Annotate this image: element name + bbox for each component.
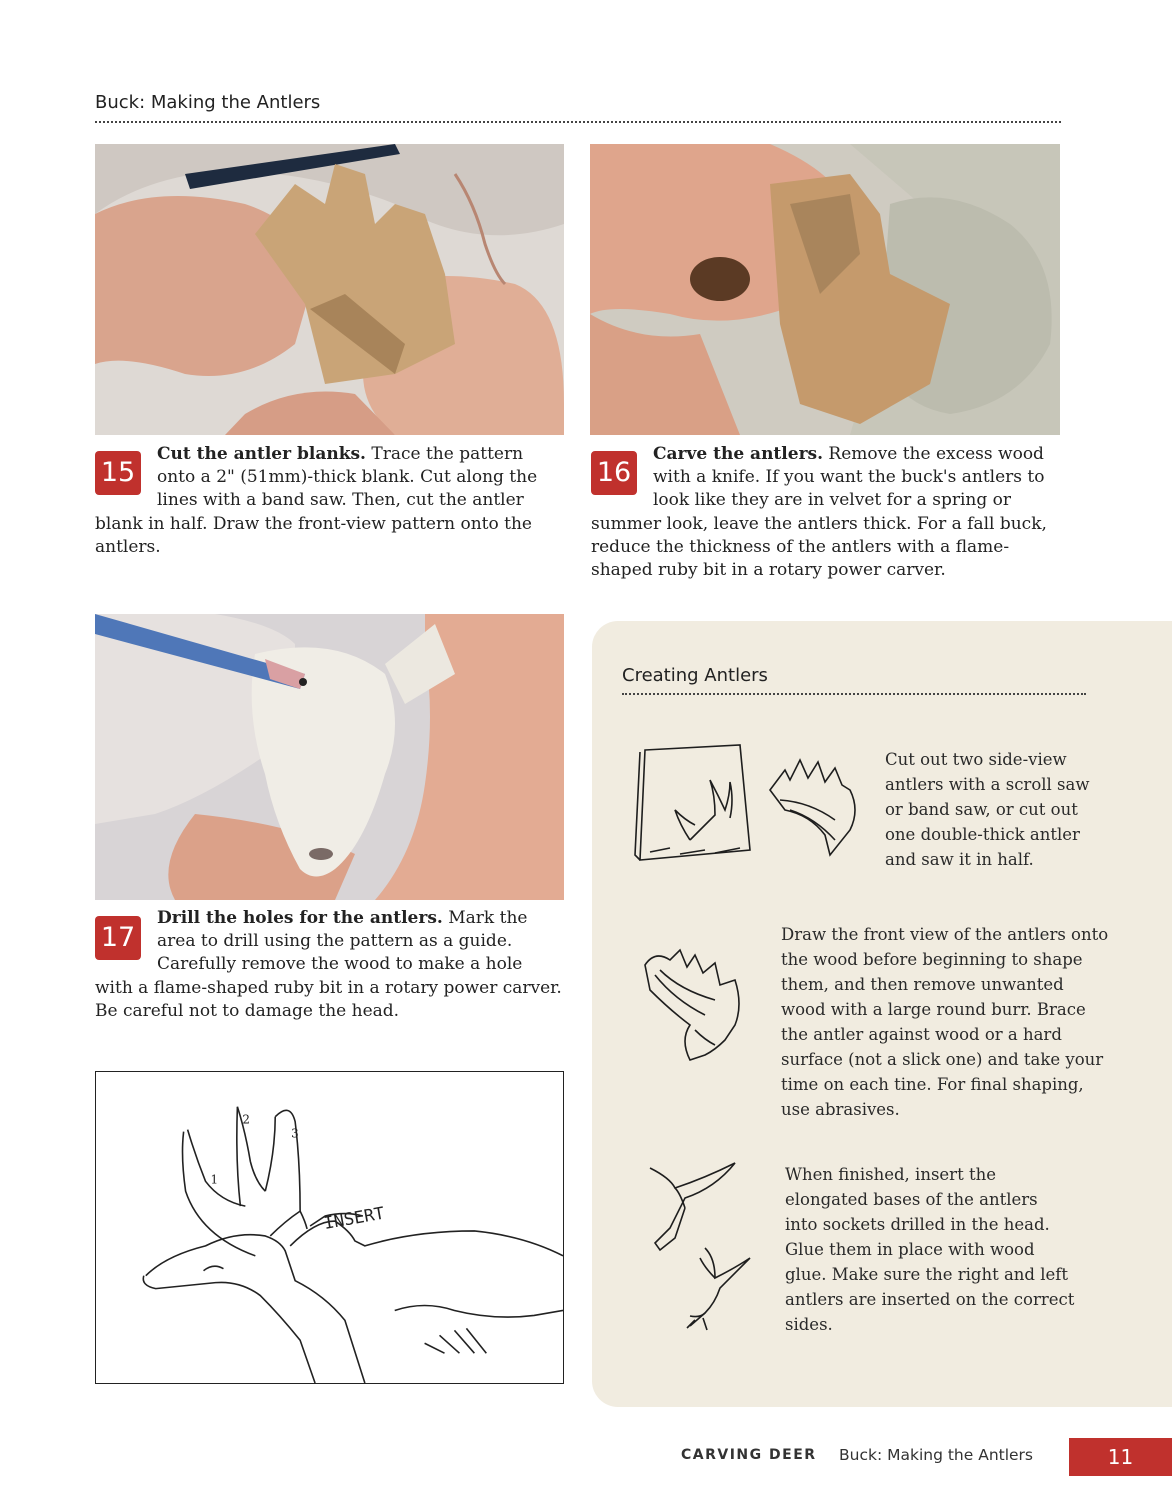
sidebar-paragraph-1: Cut out two side-view antlers with a scroll saw or band saw, or cut out one double-thick antler and saw it in half. (885, 750, 1090, 869)
tine-label-2: 2 (242, 1112, 250, 1127)
sidebar-title: Creating Antlers (622, 665, 768, 686)
step-17-photo (95, 614, 564, 900)
sidebar-divider (622, 693, 1086, 695)
step-17-body: Mark the area to drill using the pattern as a guide. Carefully remove the wood to make a hole with a flame-shaped ruby bit in a rotary power carver. Be careful not to damage the head. (95, 908, 562, 1021)
sketch-antler-insertion (645, 1158, 755, 1338)
step-16-text (591, 443, 1061, 582)
step-15-body: Trace the pattern onto a 2" (51mm)-thick blank. Cut along the lines with a band saw. Then, cut the antler blank in half. Draw the front-view pattern onto the antlers. (95, 444, 538, 557)
step-15-number: 15 (95, 451, 141, 495)
tine-label-1: 1 (210, 1172, 219, 1187)
sketch-antler-front-view (635, 945, 765, 1065)
step-15-lead: Cut the antler blanks. (157, 444, 366, 464)
sketch-blank-and-antler (630, 740, 865, 870)
step-17-number: 17 (95, 916, 141, 960)
step-17-text (95, 907, 565, 1023)
section-title: Buck: Making the Antlers (95, 92, 321, 113)
step-16-photo (590, 144, 1060, 435)
insert-label: INSERT (322, 1202, 386, 1233)
step-17-lead: Drill the holes for the antlers. (157, 908, 443, 928)
buck-pattern-drawing (95, 1071, 564, 1384)
sidebar-paragraph-2: Draw the front view of the antlers onto the wood before beginning to shape them, and then remove unwanted wood with a large round burr. Brace the antler against wood or a hard surface (not a slick one) and take your time on each tine. For final shaping, use abrasives. (781, 925, 1109, 1119)
step-16-lead: Carve the antlers. (653, 444, 824, 464)
step-16-body: Remove the excess wood with a knife. If you want the buck's antlers to look like they are in velvet for a spring or summer look, leave the antlers thick. For a fall buck, reduce the thickness of the antlers with a flame-shaped ruby bit in a rotary power carver. (591, 444, 1047, 581)
page-number: 11 (1069, 1438, 1172, 1476)
step-15-photo (95, 144, 564, 435)
footer-series: CARVING DEER (681, 1447, 817, 1463)
step-15-text (95, 443, 565, 559)
step-16-number: 16 (591, 451, 637, 495)
tine-label-3: 3 (291, 1126, 299, 1141)
header-divider (95, 121, 1061, 123)
footer-section: Buck: Making the Antlers (839, 1446, 1034, 1464)
sidebar-paragraph-3: When finished, insert the elongated bases of the antlers into sockets drilled in the head. Glue them in place with wood glue. Make sure the right and left antlers are inserted on the correct sides. (785, 1165, 1075, 1334)
